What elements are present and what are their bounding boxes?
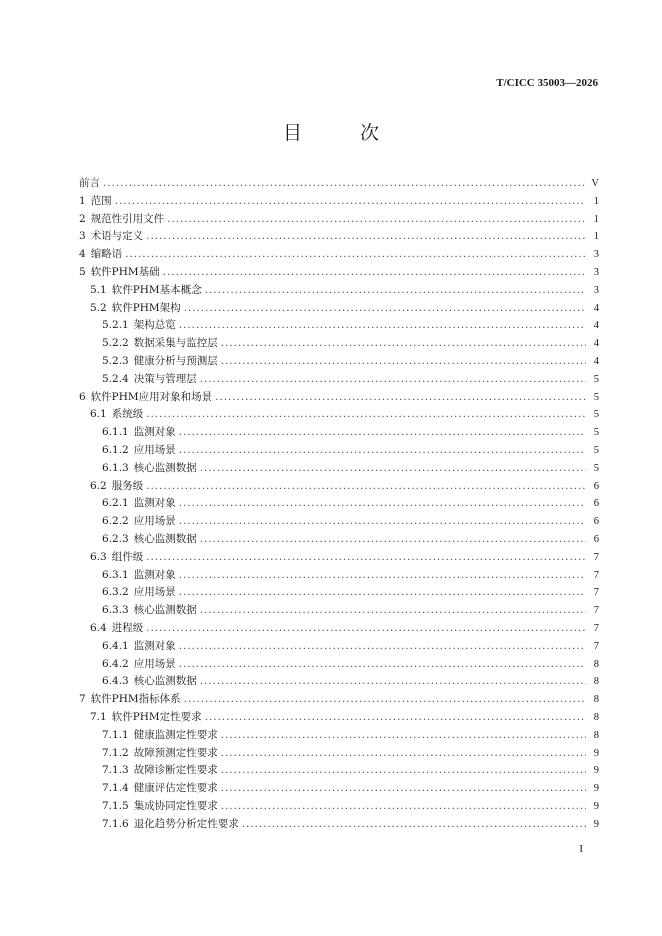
toc-entry-number: 7.1.4 <box>102 782 129 795</box>
toc-entry[interactable] <box>79 513 599 531</box>
toc-entry[interactable] <box>79 691 599 709</box>
toc-entry-text: 前言 <box>79 177 100 189</box>
toc-dot-leader <box>221 798 586 816</box>
toc-entry-label <box>79 691 181 709</box>
toc-entry-text: 应用场景 <box>133 657 176 670</box>
toc-entry-text: 故障预测定性要求 <box>133 746 218 759</box>
toc-entry-page: 4 <box>593 355 599 367</box>
toc-entry-text: 软件PHM基本概念 <box>111 283 202 296</box>
toc-dot-leader <box>221 762 586 780</box>
toc-entry-number: 6.3.3 <box>102 604 129 617</box>
toc-entry[interactable] <box>79 371 599 389</box>
toc-entry-text: 软件PHM架构 <box>111 301 181 314</box>
toc-entry-page: 6 <box>593 498 599 510</box>
toc-entry-page: 6 <box>593 533 599 545</box>
toc-dot-leader <box>200 371 586 389</box>
toc-entry-label <box>102 531 197 549</box>
toc-entry-number: 7.1.2 <box>102 746 129 759</box>
toc-entry[interactable] <box>79 584 599 602</box>
toc-entry[interactable] <box>79 798 599 816</box>
toc-entry-page: 9 <box>593 800 599 812</box>
toc-entry-text: 核心监测数据 <box>133 532 197 545</box>
toc-entry-page: 1 <box>593 231 599 243</box>
toc-entry-label <box>102 335 218 353</box>
toc-entry-number: 6.2.3 <box>102 532 129 545</box>
toc-entry[interactable] <box>79 353 599 371</box>
toc-entry-number: 6.4.3 <box>102 675 129 688</box>
toc-entry-text: 组件级 <box>111 550 144 563</box>
toc-entry[interactable] <box>79 780 599 798</box>
toc-dot-leader <box>221 335 586 353</box>
toc-entry-text: 缩略语 <box>90 248 123 261</box>
toc-entry[interactable] <box>79 656 599 674</box>
toc-dot-leader <box>242 816 586 834</box>
toc-entry-page: V <box>591 178 599 189</box>
toc-entry[interactable] <box>79 762 599 780</box>
toc-dot-leader <box>115 193 586 211</box>
toc-entry[interactable] <box>79 389 599 407</box>
toc-entry-label <box>102 816 239 834</box>
toc-entry-page: 4 <box>593 302 599 314</box>
toc-entry-label <box>102 353 218 371</box>
toc-entry-label <box>102 798 218 816</box>
toc-entry[interactable] <box>79 478 599 496</box>
toc-entry-label <box>79 175 100 193</box>
toc-entry-page: 9 <box>593 818 599 830</box>
toc-entry-number: 5.2 <box>90 301 107 314</box>
toc-dot-leader <box>205 709 586 727</box>
toc-dot-leader <box>200 460 586 478</box>
toc-entry-text: 系统级 <box>111 408 144 421</box>
toc-entry-text: 范围 <box>90 194 112 207</box>
toc-entry-label <box>102 371 197 389</box>
toc-dot-leader <box>179 495 586 513</box>
toc-entry-label <box>90 282 202 300</box>
toc-entry[interactable] <box>79 175 599 193</box>
toc-entry-number: 4 <box>79 248 86 261</box>
toc-entry[interactable] <box>79 638 599 656</box>
toc-entry[interactable] <box>79 816 599 834</box>
toc-dot-leader <box>200 531 586 549</box>
toc-entry-page: 6 <box>593 516 599 528</box>
toc-entry-label <box>102 424 176 442</box>
toc-entry-number: 6.4.2 <box>102 657 129 670</box>
toc-title: 目 次 <box>282 122 406 144</box>
toc-entry-label <box>102 495 176 513</box>
toc-entry-number: 6.2.2 <box>102 515 129 528</box>
toc-dot-leader <box>103 175 586 193</box>
toc-entry-text: 监测对象 <box>133 568 176 581</box>
toc-dot-leader <box>184 691 586 709</box>
toc-entry-label <box>102 745 218 763</box>
toc-entry-number: 7.1.3 <box>102 764 129 777</box>
toc-entry-page: 4 <box>593 320 599 332</box>
toc-entry-label <box>102 567 176 585</box>
toc-entry-number: 5.2.2 <box>102 337 129 350</box>
toc-entry-label <box>90 709 202 727</box>
toc-entry[interactable] <box>79 282 599 300</box>
toc-entry-page: 8 <box>593 729 599 741</box>
toc-entry-page: 5 <box>593 409 599 421</box>
toc-entry-page: 5 <box>593 373 599 385</box>
toc-entry-number: 6 <box>79 390 86 403</box>
toc-dot-leader <box>179 424 586 442</box>
toc-entry-number: 6.3.1 <box>102 568 129 581</box>
toc-entry-text: 监测对象 <box>133 639 176 652</box>
toc-entry-label <box>79 193 112 211</box>
table-of-contents <box>79 175 599 833</box>
toc-entry-text: 监测对象 <box>133 497 176 510</box>
toc-entry-page: 8 <box>593 711 599 723</box>
toc-entry-label <box>102 584 176 602</box>
toc-entry-number: 6.2.1 <box>102 497 129 510</box>
toc-dot-leader <box>146 478 586 496</box>
toc-entry-text: 软件PHM定性要求 <box>111 710 202 723</box>
toc-entry-number: 1 <box>79 194 86 207</box>
toc-entry-text: 健康评估定性要求 <box>133 782 218 795</box>
toc-entry-number: 6.1.1 <box>102 426 129 439</box>
toc-entry-label <box>102 460 197 478</box>
toc-entry[interactable] <box>79 406 599 424</box>
toc-entry-text: 核心监测数据 <box>133 461 197 474</box>
toc-entry-number: 7 <box>79 693 86 706</box>
toc-dot-leader <box>179 317 586 335</box>
toc-dot-leader <box>125 246 586 264</box>
toc-entry-page: 5 <box>593 391 599 403</box>
toc-entry-page: 5 <box>593 444 599 456</box>
toc-entry-text: 软件PHM基础 <box>90 265 160 278</box>
toc-entry-text: 应用场景 <box>133 586 176 599</box>
toc-entry-number: 7.1.6 <box>102 817 129 830</box>
toc-entry-label <box>90 478 143 496</box>
toc-entry-number: 5.2.3 <box>102 354 129 367</box>
toc-entry-page: 3 <box>593 266 599 278</box>
toc-dot-leader <box>167 211 586 229</box>
toc-entry-number: 6.1 <box>90 408 107 421</box>
toc-entry-text: 架构总览 <box>133 319 176 332</box>
toc-entry[interactable] <box>79 549 599 567</box>
toc-dot-leader <box>179 513 586 531</box>
toc-entry[interactable] <box>79 300 599 318</box>
toc-entry-label <box>102 317 176 335</box>
toc-entry[interactable] <box>79 264 599 282</box>
toc-entry[interactable] <box>79 246 599 264</box>
toc-dot-leader <box>146 228 586 246</box>
toc-entry-number: 5 <box>79 265 86 278</box>
toc-entry-text: 进程级 <box>111 621 144 634</box>
toc-entry-page: 9 <box>593 765 599 777</box>
toc-entry-label <box>79 246 122 264</box>
toc-dot-leader <box>221 353 586 371</box>
toc-entry-number: 2 <box>79 212 86 225</box>
toc-dot-leader <box>200 673 586 691</box>
toc-entry[interactable] <box>79 709 599 727</box>
toc-dot-leader <box>179 656 586 674</box>
toc-entry-text: 应用场景 <box>133 443 176 456</box>
toc-entry-label <box>102 673 197 691</box>
toc-entry-text: 规范性引用文件 <box>90 212 165 225</box>
toc-entry-page: 7 <box>593 569 599 581</box>
toc-entry-page: 7 <box>593 605 599 617</box>
toc-entry[interactable] <box>79 495 599 513</box>
toc-entry-text: 应用场景 <box>133 515 176 528</box>
toc-entry-page: 1 <box>593 213 599 225</box>
toc-dot-leader <box>221 780 586 798</box>
toc-entry-label <box>102 656 176 674</box>
toc-entry-number: 5.2.4 <box>102 372 129 385</box>
toc-entry-label <box>79 389 212 407</box>
toc-entry-label <box>79 211 164 229</box>
toc-entry-text: 核心监测数据 <box>133 604 197 617</box>
document-code: T/CICC 35003—2026 <box>496 77 598 89</box>
toc-entry-page: 9 <box>593 747 599 759</box>
toc-dot-leader <box>200 602 586 620</box>
toc-entry[interactable] <box>79 567 599 585</box>
toc-entry-text: 核心监测数据 <box>133 675 197 688</box>
toc-entry-page: 3 <box>593 284 599 296</box>
toc-entry-number: 7.1 <box>90 710 107 723</box>
toc-entry-label <box>90 620 143 638</box>
toc-dot-leader <box>221 745 586 763</box>
toc-entry-text: 健康分析与预测层 <box>133 354 218 367</box>
toc-entry[interactable] <box>79 620 599 638</box>
toc-entry-label <box>79 228 143 246</box>
toc-entry[interactable] <box>79 228 599 246</box>
toc-dot-leader <box>179 442 586 460</box>
toc-entry-text: 退化趋势分析定性要求 <box>133 817 239 830</box>
toc-entry-text: 决策与管理层 <box>133 372 197 385</box>
toc-entry-page: 7 <box>593 551 599 563</box>
toc-dot-leader <box>146 620 586 638</box>
toc-entry[interactable] <box>79 335 599 353</box>
toc-entry[interactable] <box>79 727 599 745</box>
toc-entry[interactable] <box>79 745 599 763</box>
toc-entry-number: 7.1.5 <box>102 799 129 812</box>
toc-dot-leader <box>184 300 586 318</box>
toc-entry-text: 软件PHM指标体系 <box>90 693 181 706</box>
toc-dot-leader <box>179 584 586 602</box>
toc-dot-leader <box>215 389 586 407</box>
toc-entry-number: 6.3 <box>90 550 107 563</box>
toc-entry[interactable] <box>79 602 599 620</box>
toc-entry-number: 6.1.3 <box>102 461 129 474</box>
toc-entry-page: 8 <box>593 676 599 688</box>
toc-entry[interactable] <box>79 211 599 229</box>
toc-entry-page: 4 <box>593 338 599 350</box>
toc-dot-leader <box>163 264 586 282</box>
toc-entry-page: 7 <box>593 640 599 652</box>
toc-entry-page: 7 <box>593 587 599 599</box>
toc-entry-label <box>90 406 143 424</box>
toc-entry-page: 1 <box>593 195 599 207</box>
toc-dot-leader <box>179 638 586 656</box>
toc-entry-page: 5 <box>593 427 599 439</box>
toc-entry-number: 6.3.2 <box>102 586 129 599</box>
toc-entry-number: 3 <box>79 230 86 243</box>
toc-entry[interactable] <box>79 531 599 549</box>
toc-entry-text: 故障诊断定性要求 <box>133 764 218 777</box>
toc-entry[interactable] <box>79 442 599 460</box>
toc-dot-leader <box>146 406 586 424</box>
toc-entry-text: 集成协同定性要求 <box>133 799 218 812</box>
toc-entry-label <box>90 300 181 318</box>
toc-dot-leader <box>205 282 586 300</box>
toc-entry-label <box>90 549 143 567</box>
toc-entry-page: 6 <box>593 480 599 492</box>
toc-entry-label <box>102 638 176 656</box>
toc-entry[interactable] <box>79 673 599 691</box>
toc-entry-label <box>79 264 160 282</box>
toc-entry-label <box>102 602 197 620</box>
toc-entry-number: 7.1.1 <box>102 728 129 741</box>
toc-entry[interactable] <box>79 193 599 211</box>
toc-entry-page: 7 <box>593 622 599 634</box>
toc-dot-leader <box>221 727 586 745</box>
toc-entry-page: 8 <box>593 658 599 670</box>
toc-entry-page: 9 <box>593 783 599 795</box>
page-number: I <box>579 843 583 855</box>
toc-dot-leader <box>146 549 586 567</box>
toc-entry-label <box>102 727 218 745</box>
toc-entry-number: 6.2 <box>90 479 107 492</box>
toc-entry-label <box>102 442 176 460</box>
toc-entry-label <box>102 762 218 780</box>
toc-entry-number: 6.1.2 <box>102 443 129 456</box>
toc-entry-number: 6.4 <box>90 621 107 634</box>
toc-entry[interactable] <box>79 460 599 478</box>
toc-entry-text: 服务级 <box>111 479 144 492</box>
toc-dot-leader <box>179 567 586 585</box>
toc-entry-text: 数据采集与监控层 <box>133 337 218 350</box>
toc-entry-label <box>102 513 176 531</box>
toc-entry-number: 6.4.1 <box>102 639 129 652</box>
toc-entry[interactable] <box>79 424 599 442</box>
toc-entry-number: 5.1 <box>90 283 107 296</box>
toc-entry-text: 监测对象 <box>133 426 176 439</box>
toc-entry[interactable] <box>79 317 599 335</box>
toc-entry-text: 术语与定义 <box>90 230 144 243</box>
toc-entry-text: 软件PHM应用对象和场景 <box>90 390 213 403</box>
toc-entry-page: 5 <box>593 462 599 474</box>
toc-entry-page: 3 <box>593 249 599 261</box>
toc-entry-text: 健康监测定性要求 <box>133 728 218 741</box>
toc-entry-page: 8 <box>593 694 599 706</box>
toc-entry-label <box>102 780 218 798</box>
toc-entry-number: 5.2.1 <box>102 319 129 332</box>
